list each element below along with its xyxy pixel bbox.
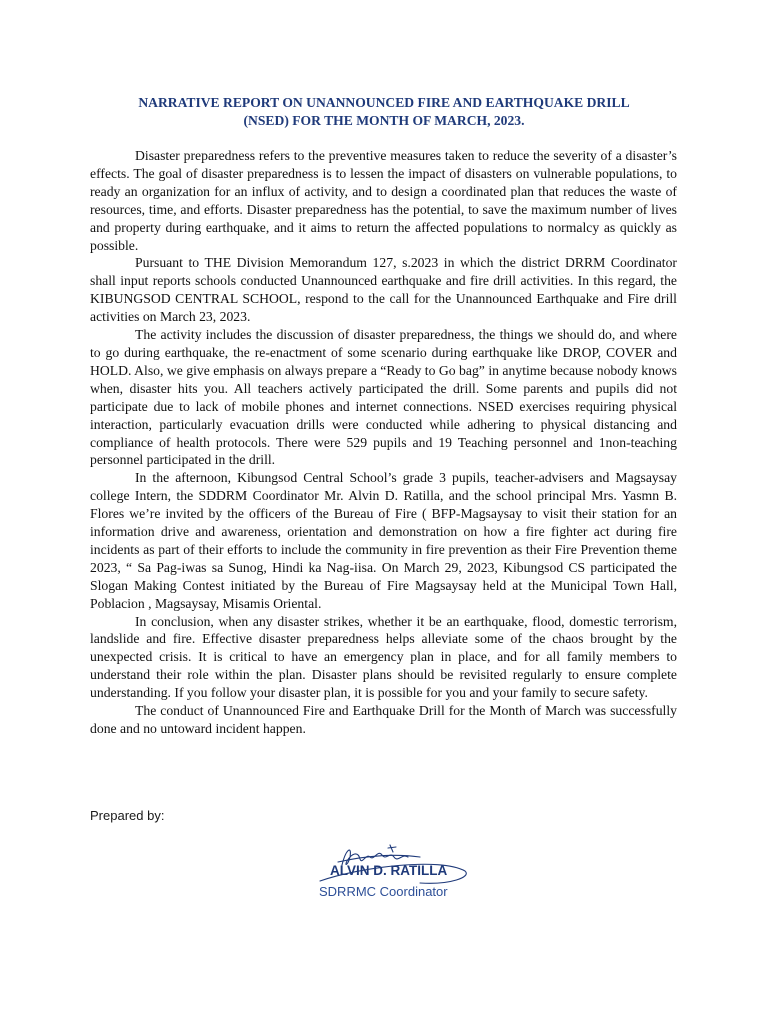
paragraph-intro: Disaster preparedness refers to the preventive measures taken to reduce the severity of a disaster’s effects. The goal of disaster preparedness is to lessen the impact of disasters on vulnerable populations, to ready an organization for an influx of activity, and to design a coordinated plan that reduces the waste of resources, time, and efforts. Disaster preparedness has the potential, to save the maximum number of lives and property during earthquake, and it aims to return the affected populations to normalcy as quickly as possible. [90,148,677,253]
prepared-by-label: Prepared by: [90,808,165,823]
report-body [90,147,677,738]
paragraph-closing: The conduct of Unannounced Fire and Earthquake Drill for the Month of March was successfully done and no untoward incident happen. [90,703,677,736]
paragraph-conclusion: In conclusion, when any disaster strikes, whether it be an earthquake, flood, domestic terrorism, landslide and fire. Effective disaster preparedness helps alleviate some of the chaos brought by the unexpected crisis. It is critical to have an emergency plan in place, and for all family members to understand their role within the plan. Disaster plans should be revisited regularly to ensure complete understanding. If you follow your disaster plan, it is possible for you and your family to secure safety. [90,613,677,701]
paragraph-memorandum: Pursuant to THE Division Memorandum 127, s.2023 in which the district DRRM Coordinator shall input reports schools conducted Unannounced earthquake and fire drill activities. In this regard, the KIBUNGSOD CENTRAL SCHOOL, respond to the call for the Unannounced Earthquake and Fire drill activities on March 23, 2023. [90,255,677,325]
signer-name: ALVIN D. RATILLA [330,863,448,878]
signature-block [300,835,480,905]
signer-role: SDRRMC Coordinator [319,884,448,899]
report-title [90,94,678,129]
paragraph-afternoon: In the afternoon, Kibungsod Central School’s grade 3 pupils, teacher-advisers and Magsaysay college Intern, the SDDRM Coordinator Mr. Alvin D. Ratilla, and the school principal Mrs. Yasmn B. Flores we’re invited by the officers of the Bureau of Fire ( BFP-Magsaysay to visit their station for an information drive and awareness, orientation and demonstration on how a fire fighter act during fire incidents as part of their efforts to include the community in fire prevention as their Fire Prevention theme 2023, “ Sa Pag-iwas sa Sunog, Hindi ka Nag-iisa. On March 29, 2023, Kibungsod CS participated the Slogan Making Contest initiated by the Bureau of Fire Magsaysay held at the Municipal Town Hall, Poblacion , Magsaysay, Misamis Oriental. [90,470,677,611]
paragraph-activity: The activity includes the discussion of disaster preparedness, the things we should do, and where to go during earthquake, the re-enactment of some scenario during earthquake like DROP, COVER and HOLD. Also, we give emphasis on always prepare a “Ready to Go bag” in anytime because nobody knows when, disaster hits you. All teachers actively participated the drill. Some parents and pupils did not participate due to lack of mobile phones and internet connections. NSED exercises requiring physical interaction, particularly evacuation drills were conducted while adhering to physical distancing and compliance of health protocols. There were 529 pupils and 19 Teaching personnel and 1non-teaching personnel participated in the drill. [90,327,677,468]
report-title-line-2: (NSED) FOR THE MONTH OF MARCH, 2023. [243,112,525,128]
report-title-line-1: NARRATIVE REPORT ON UNANNOUNCED FIRE AND EARTHQUAKE DRILL [138,95,630,110]
